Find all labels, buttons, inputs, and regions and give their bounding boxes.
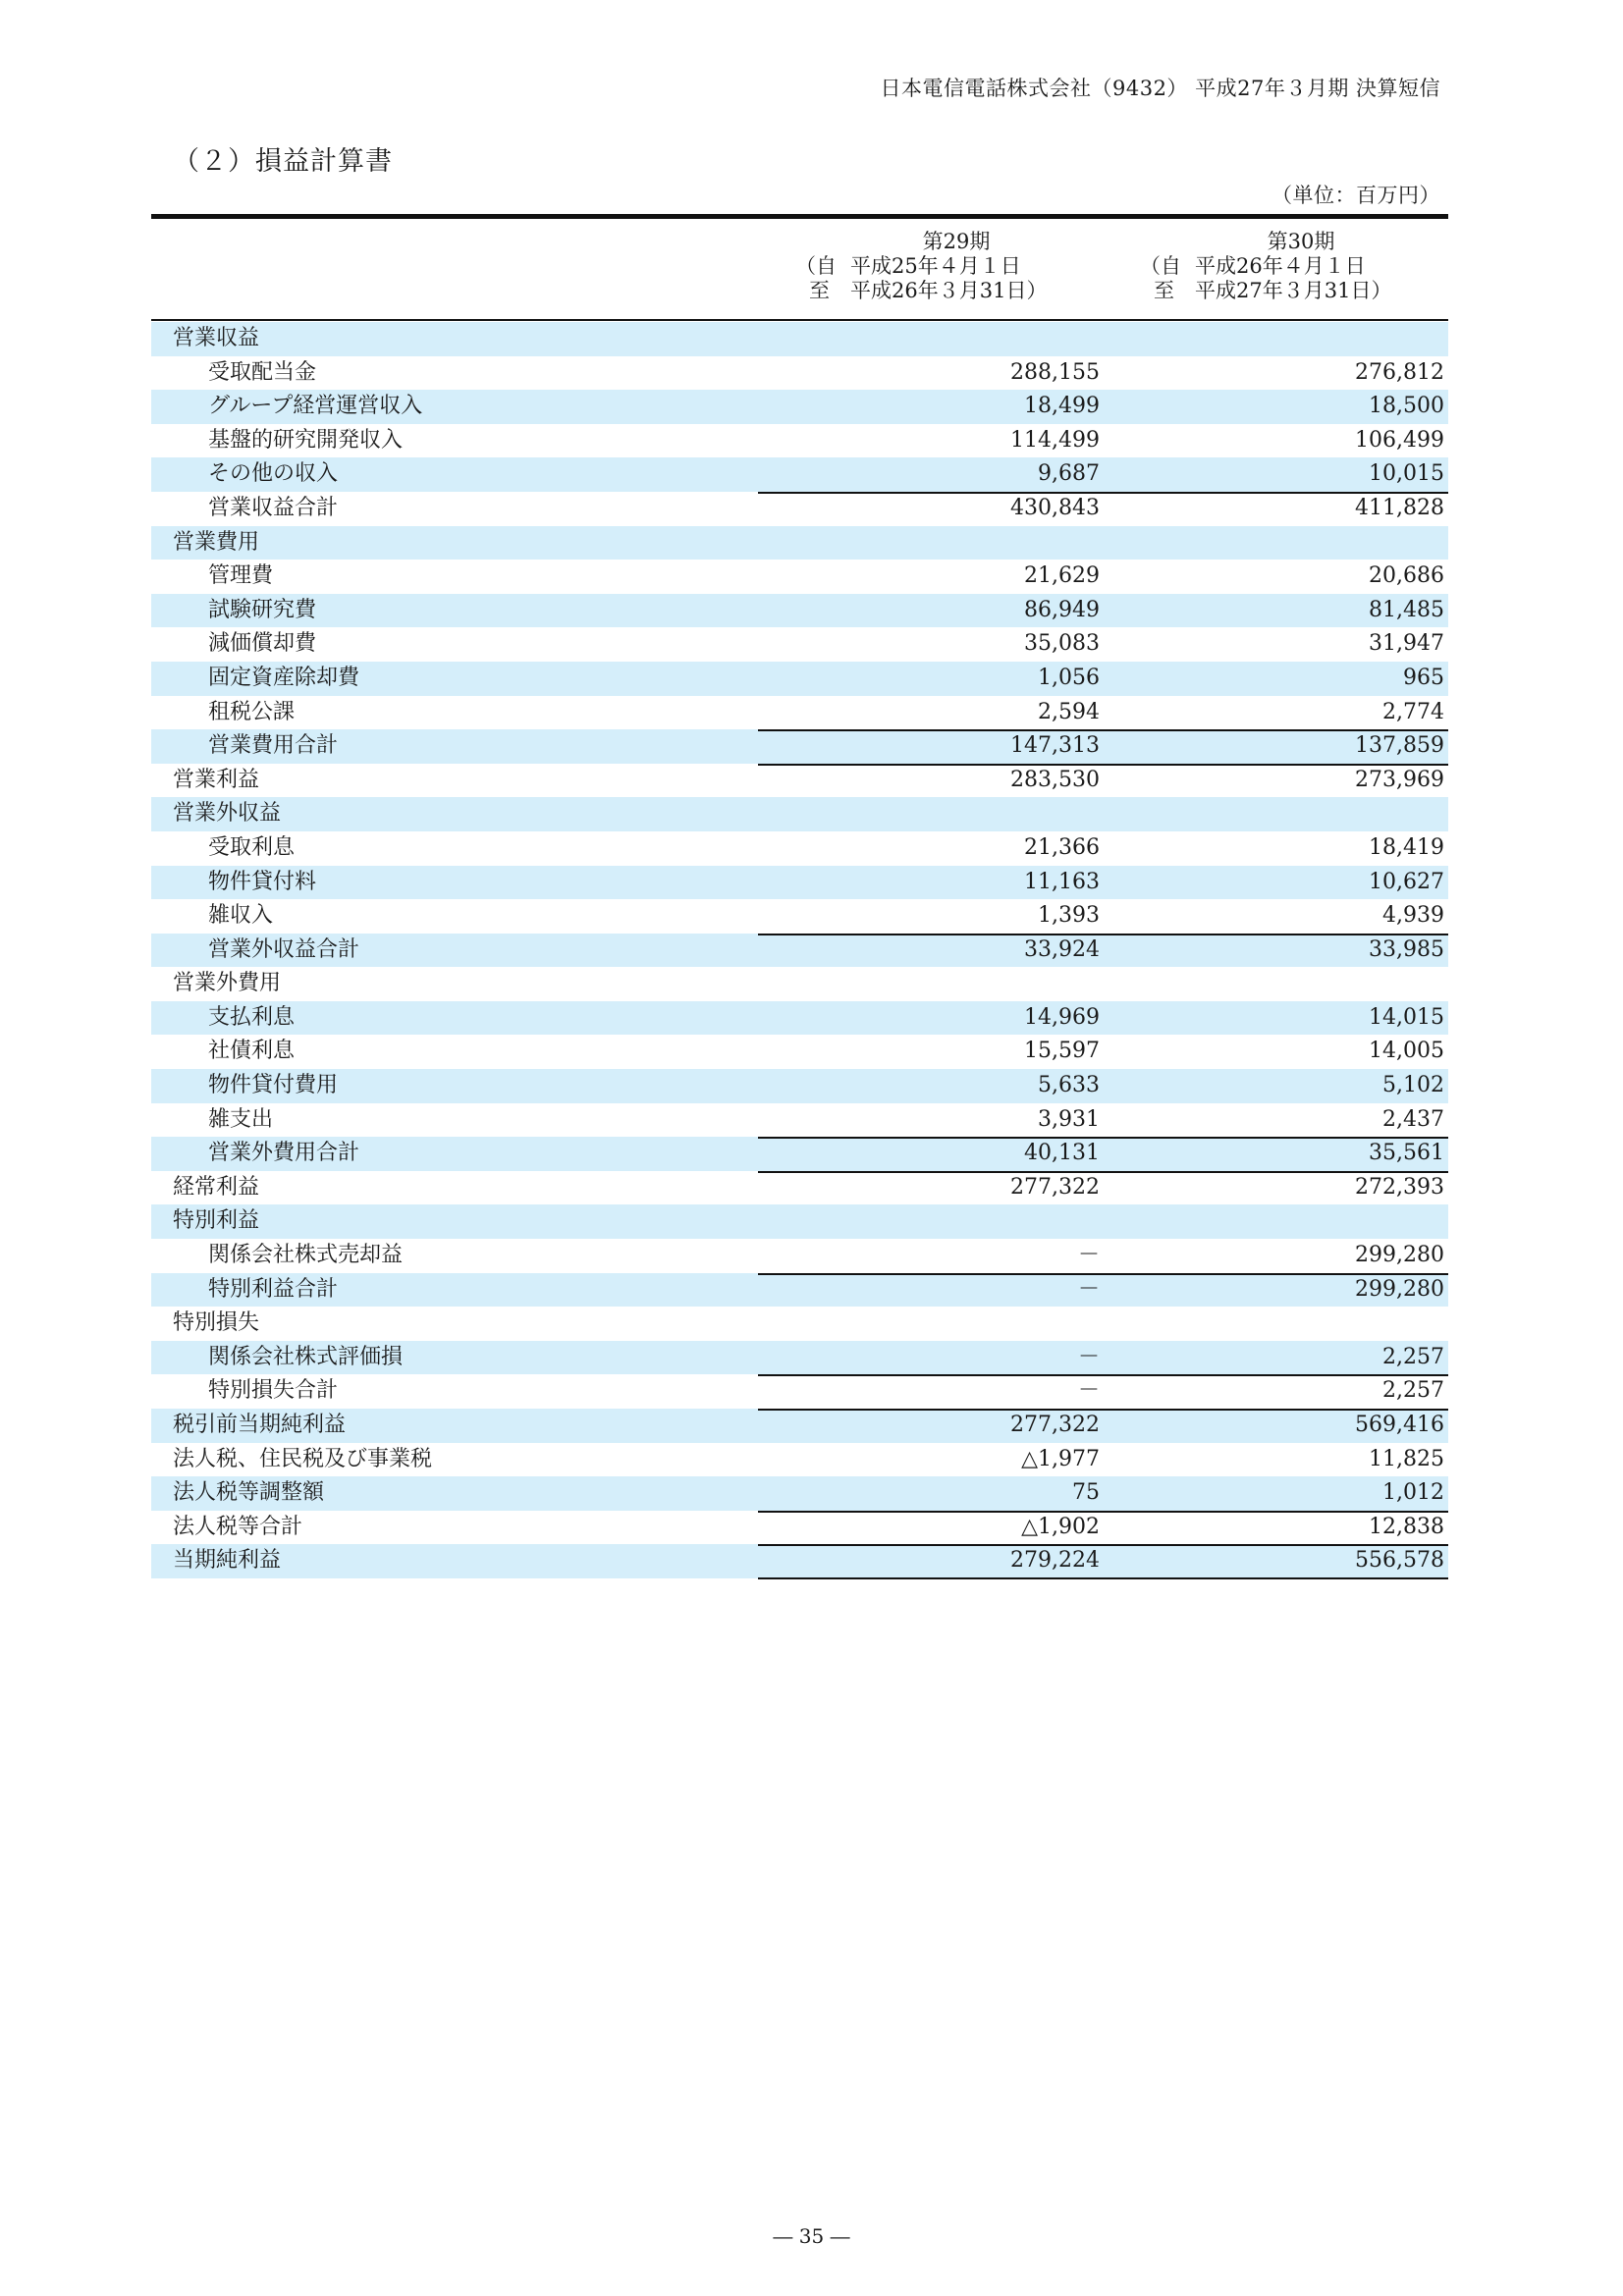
row-label: 営業収益合計 — [208, 495, 339, 520]
value-fy29: － — [1077, 1344, 1100, 1369]
value-fy30: 2,437 — [1382, 1106, 1444, 1132]
to-date: 平成26年３月31日） — [850, 279, 1048, 302]
value-fy29: 40,131 — [1024, 1141, 1100, 1166]
row-label: 当期純利益 — [173, 1548, 282, 1574]
value-fy30: 273,969 — [1355, 767, 1444, 792]
table-row — [151, 899, 1448, 934]
value-fy30: 2,257 — [1382, 1344, 1444, 1369]
value-fy29: 277,322 — [1010, 1413, 1100, 1437]
table-row-total — [151, 1273, 1448, 1308]
column-header-period-30 — [1140, 230, 1434, 303]
row-label: 雑収入 — [208, 903, 274, 929]
income-statement-table — [151, 322, 1448, 1578]
row-label: 雑支出 — [208, 1106, 274, 1132]
value-fy29: 21,366 — [1024, 834, 1100, 860]
table-row-total — [151, 1374, 1448, 1409]
row-label: 法人税等調整額 — [173, 1480, 325, 1506]
row-label: 営業利益 — [173, 767, 260, 792]
row-label: 受取配当金 — [208, 359, 317, 385]
value-fy29: 147,313 — [1010, 733, 1100, 759]
value-fy29: 75 — [1072, 1480, 1100, 1506]
table-row — [151, 1476, 1448, 1511]
value-fy30: 14,015 — [1369, 1004, 1444, 1030]
value-fy29: 3,931 — [1038, 1106, 1100, 1132]
table-row-total — [151, 729, 1448, 764]
table-row-total — [151, 1409, 1448, 1443]
value-fy29: △1,977 — [1021, 1446, 1100, 1471]
table-row-total — [151, 1511, 1448, 1545]
table-row — [151, 560, 1448, 594]
value-fy29: 283,530 — [1010, 767, 1100, 792]
row-label: 固定資産除却費 — [208, 665, 360, 690]
value-fy29: 279,224 — [1010, 1548, 1100, 1574]
unit-label: （単位：百万円） — [1271, 184, 1440, 207]
value-fy30: 965 — [1403, 665, 1444, 690]
row-label: 営業外費用合計 — [208, 1141, 360, 1166]
row-label: 営業外収益合計 — [208, 936, 360, 962]
value-fy29: 35,083 — [1024, 631, 1100, 657]
value-fy30: 18,500 — [1369, 394, 1444, 419]
table-row — [151, 1035, 1448, 1069]
value-fy30: 35,561 — [1369, 1141, 1444, 1166]
table-row — [151, 1001, 1448, 1036]
row-label: 経常利益 — [173, 1174, 260, 1200]
value-fy30: 11,825 — [1369, 1446, 1444, 1471]
value-fy29: △1,902 — [1021, 1514, 1100, 1539]
value-fy29: 18,499 — [1024, 394, 1100, 419]
value-fy29: － — [1077, 1276, 1100, 1302]
value-fy30: 556,578 — [1355, 1548, 1444, 1574]
value-fy30: 276,812 — [1355, 359, 1444, 385]
row-label: 関係会社株式売却益 — [208, 1243, 404, 1268]
row-label: 税引前当期純利益 — [173, 1413, 347, 1437]
value-fy30: 81,485 — [1369, 597, 1444, 622]
table-row-total — [151, 1137, 1448, 1171]
table-row — [151, 1443, 1448, 1477]
from-date: 平成26年４月１日 — [1195, 254, 1366, 278]
value-fy30: 411,828 — [1355, 495, 1444, 520]
table-row — [151, 594, 1448, 628]
row-label: 物件貸付料 — [208, 869, 317, 894]
row-label: 法人税、住民税及び事業税 — [173, 1446, 433, 1471]
value-fy30: 10,015 — [1369, 461, 1444, 487]
row-label: 試験研究費 — [208, 597, 317, 622]
to-prefix: 至 — [1154, 279, 1174, 302]
table-row — [151, 356, 1448, 391]
row-label: 支払利息 — [208, 1004, 296, 1030]
table-row — [151, 1307, 1448, 1341]
row-label: 管理費 — [208, 563, 274, 589]
table-row — [151, 831, 1448, 866]
table-row — [151, 662, 1448, 696]
table-row-net-income — [151, 1544, 1448, 1578]
period-label: 第30期 — [1267, 230, 1335, 253]
table-row — [151, 696, 1448, 730]
table-row-total — [151, 934, 1448, 968]
table-row — [151, 390, 1448, 424]
table-row — [151, 457, 1448, 492]
period-label: 第29期 — [922, 230, 991, 253]
value-fy30: 299,280 — [1355, 1243, 1444, 1268]
company-header: 日本電信電話株式会社（9432） 平成27年３月期 決算短信 — [880, 77, 1440, 100]
value-fy29: － — [1077, 1243, 1100, 1268]
value-fy30: 1,012 — [1382, 1480, 1444, 1506]
row-label: 減価償却費 — [208, 631, 317, 657]
table-row — [151, 967, 1448, 1001]
section-title: （２）損益計算書 — [173, 146, 393, 177]
row-label: 特別利益合計 — [208, 1276, 339, 1302]
value-fy29: 86,949 — [1024, 597, 1100, 622]
table-row — [151, 1341, 1448, 1375]
from-date: 平成25年４月１日 — [850, 254, 1021, 278]
value-fy30: 137,859 — [1355, 733, 1444, 759]
row-label: 特別損失 — [173, 1310, 260, 1336]
value-fy29: 1,056 — [1038, 665, 1100, 690]
value-fy30: 2,257 — [1382, 1378, 1444, 1404]
value-fy30: 106,499 — [1355, 427, 1444, 453]
value-fy29: 5,633 — [1038, 1073, 1100, 1098]
table-row — [151, 866, 1448, 900]
to-date: 平成27年３月31日） — [1195, 279, 1392, 302]
from-prefix: （自 — [1140, 254, 1181, 278]
value-fy29: 9,687 — [1038, 461, 1100, 487]
value-fy30: 14,005 — [1369, 1039, 1444, 1064]
value-fy30: 33,985 — [1369, 936, 1444, 962]
row-label: 基盤的研究開発収入 — [208, 427, 404, 453]
row-label: 社債利息 — [208, 1039, 296, 1064]
top-rule — [151, 214, 1448, 219]
row-label: 法人税等合計 — [173, 1514, 303, 1539]
value-fy29: － — [1077, 1378, 1100, 1404]
row-label: 物件貸付費用 — [208, 1073, 339, 1098]
table-row-total — [151, 1171, 1448, 1205]
value-fy30: 5,102 — [1382, 1073, 1444, 1098]
value-fy30: 4,939 — [1382, 903, 1444, 929]
row-label: 営業外収益 — [173, 801, 282, 827]
value-fy29: 2,594 — [1038, 699, 1100, 724]
table-row — [151, 424, 1448, 458]
value-fy29: 11,163 — [1024, 869, 1100, 894]
row-label: その他の収入 — [208, 461, 339, 487]
table-row — [151, 1069, 1448, 1103]
table-row — [151, 1239, 1448, 1273]
table-row — [151, 526, 1448, 561]
table-row-total — [151, 492, 1448, 526]
value-fy30: 20,686 — [1369, 563, 1444, 589]
row-label: 租税公課 — [208, 699, 296, 724]
value-fy29: 1,393 — [1038, 903, 1100, 929]
row-label: 受取利息 — [208, 834, 296, 860]
page-number: ― 35 ― — [773, 2224, 850, 2248]
value-fy29: 33,924 — [1024, 936, 1100, 962]
value-fy30: 10,627 — [1369, 869, 1444, 894]
value-fy30: 569,416 — [1355, 1413, 1444, 1437]
value-fy29: 15,597 — [1024, 1039, 1100, 1064]
row-label: 営業費用合計 — [208, 733, 339, 759]
row-label: 営業費用 — [173, 529, 260, 555]
value-fy29: 21,629 — [1024, 563, 1100, 589]
row-label: 特別利益 — [173, 1208, 260, 1234]
value-fy29: 277,322 — [1010, 1174, 1100, 1200]
value-fy30: 12,838 — [1369, 1514, 1444, 1539]
table-row-total — [151, 764, 1448, 798]
value-fy29: 430,843 — [1010, 495, 1100, 520]
to-prefix: 至 — [809, 279, 830, 302]
row-label: グループ経営運営収入 — [208, 394, 423, 419]
table-row — [151, 1204, 1448, 1239]
value-fy30: 2,774 — [1382, 699, 1444, 724]
row-label: 特別損失合計 — [208, 1378, 339, 1404]
table-row — [151, 627, 1448, 662]
value-fy30: 299,280 — [1355, 1276, 1444, 1302]
row-label: 関係会社株式評価損 — [208, 1344, 404, 1369]
row-label: 営業外費用 — [173, 971, 282, 996]
value-fy30: 272,393 — [1355, 1174, 1444, 1200]
value-fy30: 31,947 — [1369, 631, 1444, 657]
from-prefix: （自 — [795, 254, 837, 278]
value-fy30: 18,419 — [1369, 834, 1444, 860]
row-label: 営業収益 — [173, 326, 260, 350]
value-fy29: 288,155 — [1010, 359, 1100, 385]
column-header-period-29 — [795, 230, 1090, 303]
value-fy29: 14,969 — [1024, 1004, 1100, 1030]
header-rule — [151, 319, 1448, 321]
table-row — [151, 1103, 1448, 1138]
table-row — [151, 322, 1448, 356]
value-fy29: 114,499 — [1010, 427, 1100, 453]
table-row — [151, 797, 1448, 831]
